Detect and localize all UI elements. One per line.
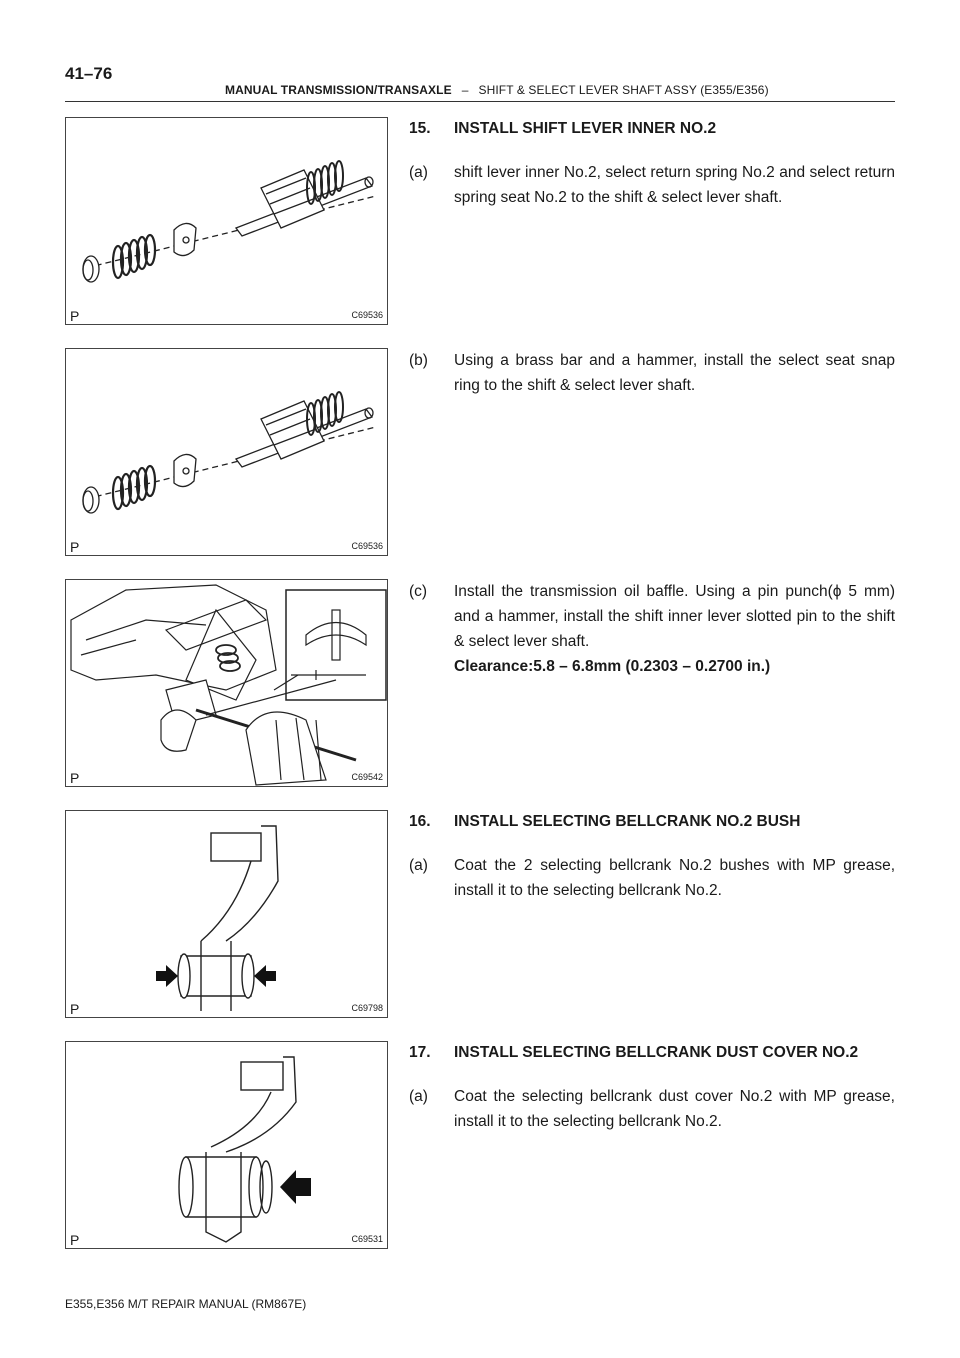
step-title: INSTALL SELECTING BELLCRANK DUST COVER NO.2 bbox=[454, 1044, 859, 1061]
snap-ring-drawing bbox=[66, 349, 388, 556]
step-title: INSTALL SHIFT LEVER INNER NO.2 bbox=[454, 120, 717, 137]
substep bbox=[409, 160, 895, 210]
substep bbox=[409, 853, 895, 903]
figure-shift-lever-exploded bbox=[65, 117, 388, 325]
header-rule bbox=[65, 101, 895, 102]
section-15-b bbox=[409, 348, 895, 398]
section-17 bbox=[409, 1040, 895, 1134]
figure-snap-ring-install bbox=[65, 348, 388, 556]
substep-label: (b) bbox=[409, 352, 428, 369]
step-heading bbox=[409, 116, 895, 141]
section-16 bbox=[409, 809, 895, 903]
header-separator: – bbox=[461, 83, 469, 97]
header-title: MANUAL TRANSMISSION/TRANSAXLE bbox=[225, 83, 452, 97]
substep bbox=[409, 579, 895, 679]
figure-label: P bbox=[70, 1001, 80, 1017]
figure-slotted-pin-install bbox=[65, 579, 388, 787]
substep-text: shift lever inner No.2, select return spring No.2 and select return spring seat No.2 to the shift & select lever shaft. bbox=[454, 164, 895, 206]
section-15-c bbox=[409, 579, 895, 679]
step-number: 16. bbox=[409, 813, 431, 830]
page-footer: E355,E356 M/T REPAIR MANUAL (RM867E) bbox=[65, 1297, 307, 1311]
page-number: 41–76 bbox=[65, 64, 113, 83]
figure-code: C69798 bbox=[351, 1003, 383, 1013]
step-number: 15. bbox=[409, 120, 431, 137]
figure-code: C69531 bbox=[351, 1234, 383, 1244]
step-heading bbox=[409, 809, 895, 834]
step-title: INSTALL SELECTING BELLCRANK NO.2 BUSH bbox=[454, 813, 801, 830]
substep bbox=[409, 1084, 895, 1134]
clearance-spec: Clearance:5.8 – 6.8mm (0.2303 – 0.2700 in.) bbox=[454, 658, 771, 675]
header-section: SHIFT & SELECT LEVER SHAFT ASSY (E355/E356) bbox=[478, 83, 769, 97]
substep-text: Install the transmission oil baffle. Using a pin punch(ϕ 5 mm) and a hammer, install the shift inner lever slotted pin to the shift & select lever shaft. bbox=[454, 583, 895, 650]
substep-text: Using a brass bar and a hammer, install the select seat snap ring to the shift & select lever shaft. bbox=[454, 352, 895, 394]
section-15 bbox=[409, 116, 895, 210]
figure-code: C69536 bbox=[351, 541, 383, 551]
figure-bellcrank-dust-cover bbox=[65, 1041, 388, 1249]
bellcrank-bush-drawing bbox=[66, 811, 388, 1018]
figure-label: P bbox=[70, 770, 80, 786]
figure-label: P bbox=[70, 1232, 80, 1248]
figure-label: P bbox=[70, 539, 80, 555]
running-header bbox=[225, 83, 769, 97]
figure-label: P bbox=[70, 308, 80, 324]
substep-label: (a) bbox=[409, 857, 428, 874]
shift-lever-exploded-drawing bbox=[66, 118, 388, 325]
substep bbox=[409, 348, 895, 398]
slotted-pin-drawing bbox=[66, 580, 388, 787]
figure-code: C69536 bbox=[351, 310, 383, 320]
substep-text: Coat the selecting bellcrank dust cover No.2 with MP grease, install it to the selecting bellcrank No.2. bbox=[454, 1088, 895, 1130]
arrow-right-icon bbox=[156, 965, 178, 987]
figure-bellcrank-bush bbox=[65, 810, 388, 1018]
substep-text: Coat the 2 selecting bellcrank No.2 bushes with MP grease, install it to the selecting bellcrank No.2. bbox=[454, 857, 895, 899]
arrow-left-icon bbox=[280, 1170, 311, 1204]
substep-label: (a) bbox=[409, 1088, 428, 1105]
step-number: 17. bbox=[409, 1044, 431, 1061]
substep-label: (a) bbox=[409, 164, 428, 181]
arrow-left-icon bbox=[254, 965, 276, 987]
figure-code: C69542 bbox=[351, 772, 383, 782]
bellcrank-dust-cover-drawing bbox=[66, 1042, 388, 1249]
step-heading bbox=[409, 1040, 895, 1065]
substep-label: (c) bbox=[409, 583, 428, 600]
